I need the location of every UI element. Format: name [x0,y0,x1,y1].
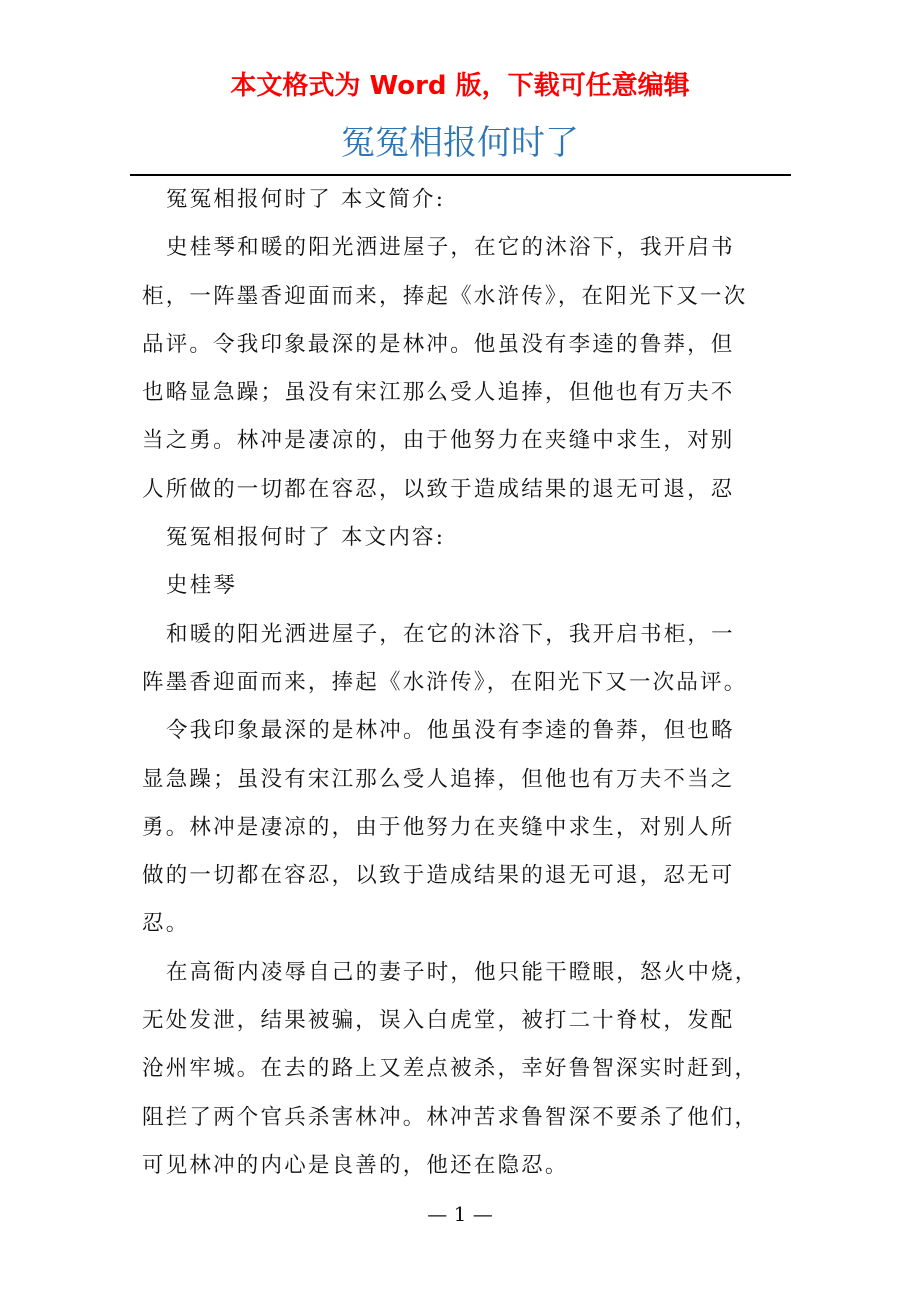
text-line: 勇。林冲是凄凉的，由于他努力在夹缝中求生，对别人所 [142,814,735,840]
text-line: 令我印象最深的是林冲。他虽没有李逵的鲁莽，但也略 [166,718,735,744]
document-body [142,176,782,1190]
text-line: 也略显急躁；虽没有宋江那么受人追捧，但他也有万夫不 [142,380,735,406]
text-line: 品评。令我印象最深的是林冲。他虽没有李逵的鲁莽，但 [142,331,735,357]
text-line: 冤冤相报何时了 本文简介: [166,187,446,212]
text-line: 柜，一阵墨香迎面而来，捧起《水浒传》，在阳光下又一次 [142,283,748,309]
text-line: 沧州牢城。在去的路上又差点被杀，幸好鲁智深实时赶到， [142,1056,759,1082]
text-line: 在高衙内凌辱自己的妻子时，他只能干瞪眼，怒火中烧， [166,959,759,985]
text-line: 和暖的阳光洒进屋子，在它的沐浴下，我开启书柜，一 [166,621,735,647]
page-number: — 1 — [427,1202,493,1226]
text-line: 阻拦了两个官兵杀害林冲。林冲苦求鲁智深不要杀了他们， [142,1104,759,1130]
text-line: 做的一切都在容忍，以致于造成结果的退无可退，忍无可 [142,863,735,889]
text-line: 史桂琴 [166,573,238,599]
text-line: 显急躁；虽没有宋江那么受人追捧，但他也有万夫不当之 [142,766,735,792]
text-line: 可见林冲的内心是良善的，他还在隐忍。 [142,1152,569,1178]
text-line: 阵墨香迎面而来，捧起《水浒传》，在阳光下又一次品评。 [142,669,748,695]
text-line: 冤冤相报何时了 本文内容: [166,525,446,551]
text-line: 人所做的一切都在容忍，以致于造成结果的退无可退，忍 [142,476,735,502]
text-line: 无处发泄，结果被骗，误入白虎堂，被打二十脊杖，发配 [142,1008,735,1034]
text-line: 当之勇。林冲是凄凉的，由于他努力在夹缝中求生，对别 [142,428,735,454]
document-title: 冤冤相报何时了 [341,123,579,163]
text-line: 忍。 [142,911,190,937]
text-line: 史桂琴和暖的阳光洒进屋子，在它的沐浴下，我开启书 [166,235,735,261]
format-notice-banner: 本文格式为 Word 版，下载可任意编辑 [230,71,690,101]
